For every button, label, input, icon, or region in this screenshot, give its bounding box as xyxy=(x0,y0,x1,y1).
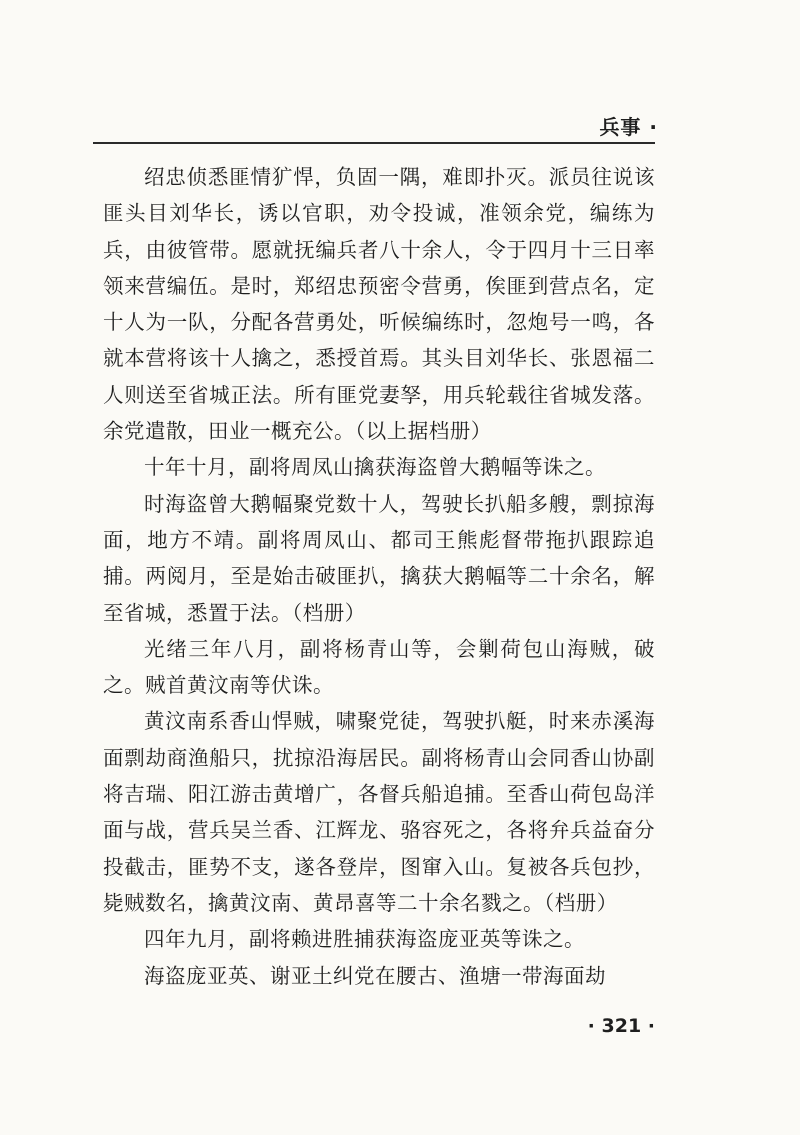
running-header xyxy=(93,112,658,142)
header-rule xyxy=(93,142,655,144)
header-title: 兵事 · xyxy=(599,115,658,139)
body-text xyxy=(103,159,655,994)
page-number: · 321 · xyxy=(587,1015,655,1037)
paragraph: 海盗庞亚英、谢亚土纠党在腰古、渔塘一带海面劫 xyxy=(144,963,606,988)
paragraph: 十年十月，副将周凤山擒获海盗曾大鹅幅等诛之。 xyxy=(144,455,606,480)
paragraph: 时海盗曾大鹅幅聚党数十人，驾驶长扒船多艘，剽掠海面，地方不靖。副将周凤山、都司王熊彪督带拖扒跟踪追捕。两阅月，至是始击破匪扒，擒获大鹅幅等二十余名，解至省城，悉置于法。（档册） xyxy=(103,491,655,625)
paragraph: 黄汶南系香山悍贼，啸聚党徒，驾驶扒艇，时来赤溪海面剽劫商渔船只，扰掠沿海居民。副将杨青山会同香山协副将吉瑞、阳江游击黄增广，各督兵船追捕。至香山荷包岛洋面与战，营兵吴兰香、江辉龙、骆容死之，各将弁兵益奋分投截击，匪势不支，遂各登岸，图窜入山。复被各兵包抄，毙贼数名，擒黄汶南、黄昂喜等二十余名戮之。（档册） xyxy=(103,709,655,915)
paragraph: 绍忠侦悉匪情犷悍，负固一隅，难即扑灭。派员往说该匪头目刘华长，诱以官职，劝令投诚，准领余党，编练为兵，由彼管带。愿就抚编兵者八十余人，令于四月十三日率领来营编伍。是时，郑绍忠预密令营勇，俟匪到营点名，定十人为一队，分配各营勇处，听候编练时，忽炮号一鸣，各就本营将该十人擒之，悉授首焉。其头目刘华长、张恩福二人则送至省城正法。所有匪党妻孥，用兵轮载往省城发落。余党遣散，田业一概充公。（以上据档册） xyxy=(103,165,655,444)
paragraph: 光绪三年八月，副将杨青山等，会剿荷包山海贼，破之。贼首黄汶南等伏诛。 xyxy=(103,636,655,698)
paragraph: 四年九月，副将赖进胜捕获海盗庞亚英等诛之。 xyxy=(144,927,585,952)
